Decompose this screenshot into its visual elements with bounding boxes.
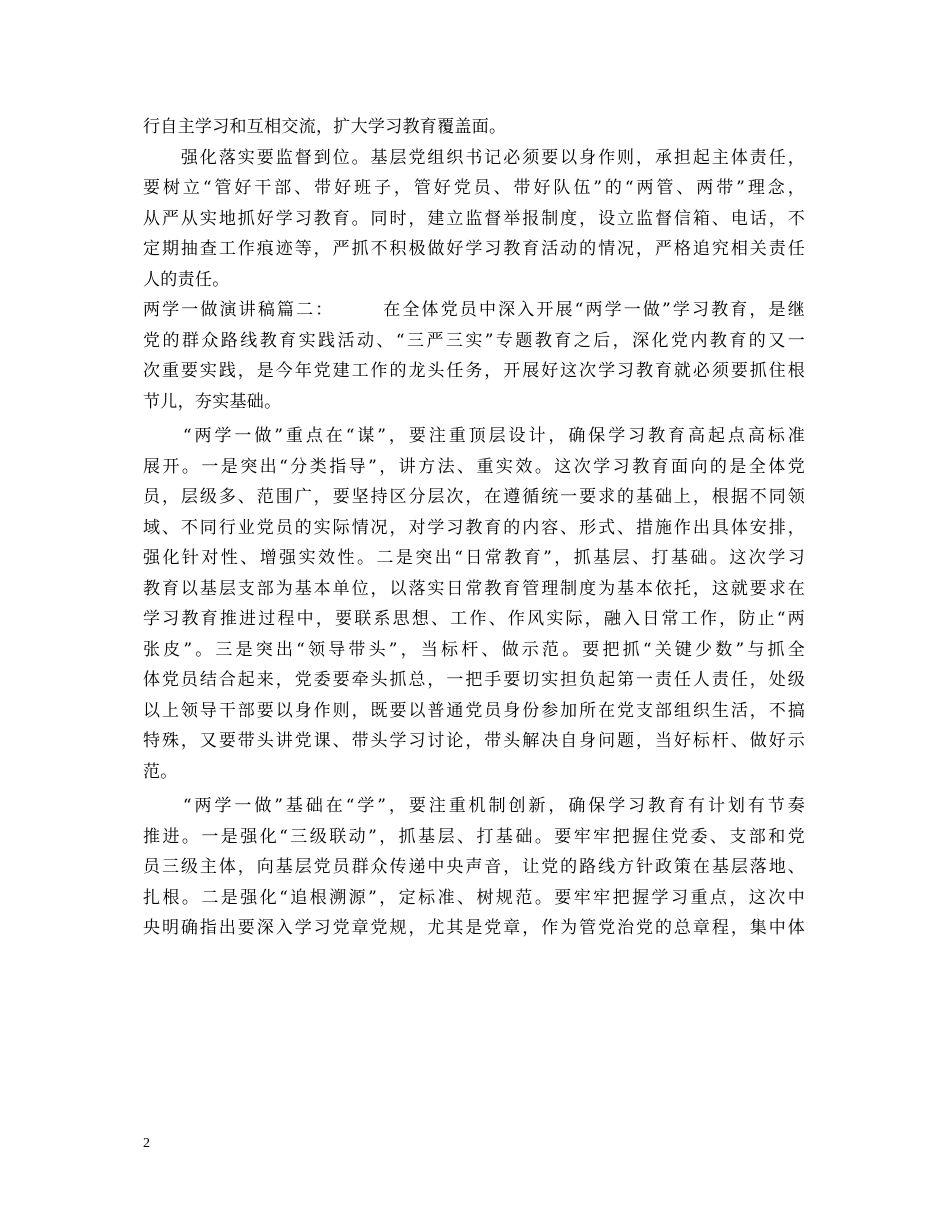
text-line: 党的群众路线教育实践活动、“三严三实”专题教育之后，深化党内教育的又一 [143,330,805,351]
text-line: 扎根。二是强化“追根溯源”，定标准、树规范。要牢牢把握学习重点，这次中 [143,887,805,908]
text-line: 展开。一是突出“分类指导”，讲方法、重实效。这次学习教育面向的是全体党 [143,456,805,477]
text-line: 教育以基层支部为基本单位，以落实日常教育管理制度为基本依托，这就要求在 [143,578,805,599]
text-line: 强化针对性、增强实效性。二是突出“日常教育”，抓基层、打基础。这次学习 [143,548,805,568]
text-line: 特殊，又要带头讲党课、带头学习讨论，带头解决自身问题，当好标杆、做好示 [143,731,805,751]
text-line: 学习教育推进过程中，要联系思想、工作、作风实际，融入日常工作，防止“两 [143,609,805,629]
text-line: 域、不同行业党员的实际情况，对学习教育的内容、形式、措施作出具体安排， [143,517,805,538]
text-line: 行自主学习和互相交流，扩大学习教育覆盖面。 [143,117,507,137]
text-line: 张皮”。三是突出“领导带头”，当标杆、做示范。要把抓“关键少数”与抓全 [143,639,805,660]
text-line: 以上领导干部要以身作则，既要以普通党员身份参加所在党支部组织生活，不搞 [143,700,805,721]
text-line: 体党员结合起来，党委要牵头抓总，一把手要切实担负起第一责任人责任，处级 [143,670,805,690]
text-line: 要树立“管好干部、带好班子，管好党员、带好队伍”的“两管、两带”理念， [143,178,805,198]
text-line: 员三级主体，向基层党员群众传递中央声音，让党的路线方针政策在基层落地、 [143,857,805,877]
text-line: 从严从实地抓好学习教育。同时，建立监督举报制度，设立监督信箱、电话，不 [143,208,805,229]
text-line: “两学一做”重点在“谋”，要注重顶层设计，确保学习教育高起点高标准 [143,426,805,446]
text-line: 节儿，夯实基础。 [143,391,282,412]
text-line: “两学一做”基础在“学”，要注重机制创新，确保学习教育有计划有节奏 [143,796,805,816]
page-number: 2 [143,1136,150,1151]
text-line: 定期抽查工作痕迹等，严抓不积极做好学习教育活动的情况，严格追究相关责任 [143,239,805,259]
text-line: 两学一做演讲稿篇二： 在全体党员中深入开展“两学一做”学习教育，是继 [143,300,805,320]
text-line: 员，层级多、范围广，要坚持区分层次，在遵循统一要求的基础上，根据不同领 [143,487,805,507]
text-line: 次重要实践，是今年党建工作的龙头任务，开展好这次学习教育就必须要抓住根 [143,361,805,381]
text-line: 央明确指出要深入学习党章党规，尤其是党章，作为管党治党的总章程，集中体 [143,918,805,938]
document-body [143,112,805,944]
text-line: 推进。一是强化“三级联动”，抓基层、打基础。要牢牢把握住党委、支部和党 [143,826,805,847]
text-line: 范。 [143,761,178,782]
text-line: 人的责任。 [143,269,230,290]
text-line: 强化落实要监督到位。基层党组织书记必须要以身作则，承担起主体责任， [143,147,805,168]
